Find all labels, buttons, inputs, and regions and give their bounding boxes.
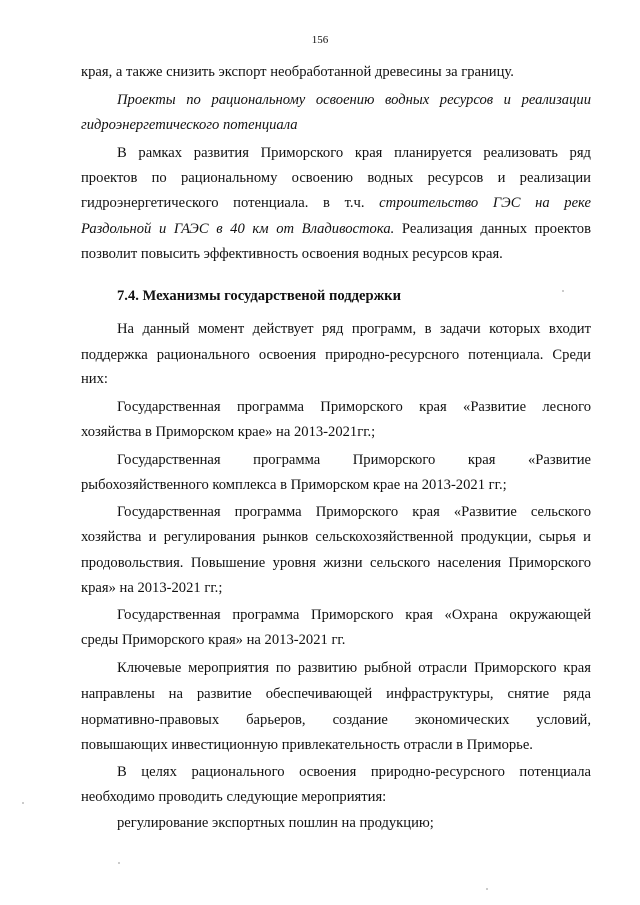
text-segment: Реализация данных проектов — [401, 221, 591, 237]
text-line: На данный момент действует ряд программ, в задачи которых входит — [117, 321, 591, 337]
scan-speck — [486, 888, 488, 890]
text-line: рыбохозяйственного комплекса в Приморском крае на 2013-2021 гг.; — [81, 477, 507, 493]
text-line: среды Приморского края» на 2013-2021 гг. — [81, 632, 346, 648]
text-line — [81, 194, 591, 213]
text-line: повышающих инвестиционную привлекательность отрасли в Приморье. — [81, 737, 533, 753]
scan-speck — [118, 862, 120, 864]
text-segment: гидроэнергетического потенциала. в т.ч. — [81, 195, 365, 211]
text-line: Государственная программа Приморского края «Развитие лесного — [117, 399, 591, 415]
text-line: продовольствия. Повышение уровня жизни сельского населения Приморского — [81, 555, 591, 571]
text-line: В целях рационального освоения природно-ресурсного потенциала — [117, 764, 591, 780]
text-line: поддержка рационального освоения природно-ресурсного потенциала. Среди — [81, 347, 591, 363]
text-line: регулирование экспортных пошлин на продукцию; — [117, 815, 434, 831]
text-line: направлены на развитие обеспечивающей инфраструктуры, снятие ряда — [81, 686, 591, 702]
page-number: 156 — [311, 34, 329, 46]
text-line: В рамках развития Приморского края планируется реализовать ряд — [117, 145, 591, 161]
italic-subheading-line: Проекты по рациональному освоению водных ресурсов и реализации — [117, 92, 591, 108]
text-line: края, а также снизить экспорт необработанной древесины за границу. — [81, 64, 514, 80]
text-line: края» на 2013-2021 гг.; — [81, 580, 223, 596]
text-line: хозяйства и регулирования рынков сельскохозяйственной продукции, сырья и — [81, 529, 591, 545]
text-line — [81, 220, 591, 239]
text-line: Государственная программа Приморского края «Развитие сельского — [117, 504, 591, 520]
text-line: Ключевые мероприятия по развитию рыбной отрасли Приморского края — [117, 660, 591, 676]
text-line: хозяйства в Приморском крае» на 2013-2021гг.; — [81, 424, 376, 440]
text-line: Государственная программа Приморского края «Охрана окружающей — [117, 607, 591, 623]
italic-subheading-line: гидроэнергетического потенциала — [81, 117, 298, 133]
text-line: необходимо проводить следующие мероприятия: — [81, 789, 387, 805]
text-line: позволит повысить эффективность освоения водных ресурсов края. — [81, 246, 503, 262]
italic-text-segment: Раздольной и ГАЭС в 40 км от Владивостока. — [81, 221, 395, 237]
section-heading: 7.4. Механизмы государственой поддержки — [117, 288, 401, 304]
text-line: Государственная программа Приморского края «Развитие — [117, 452, 591, 468]
scan-speck — [562, 290, 564, 292]
text-line: них: — [81, 371, 108, 387]
scan-speck — [22, 802, 24, 804]
italic-text-segment: строительство ГЭС на реке — [379, 195, 591, 211]
text-line: нормативно-правовых барьеров, создание экономических условий, — [81, 712, 591, 728]
text-line: проектов по рациональному освоению водных ресурсов и реализации — [81, 170, 591, 186]
